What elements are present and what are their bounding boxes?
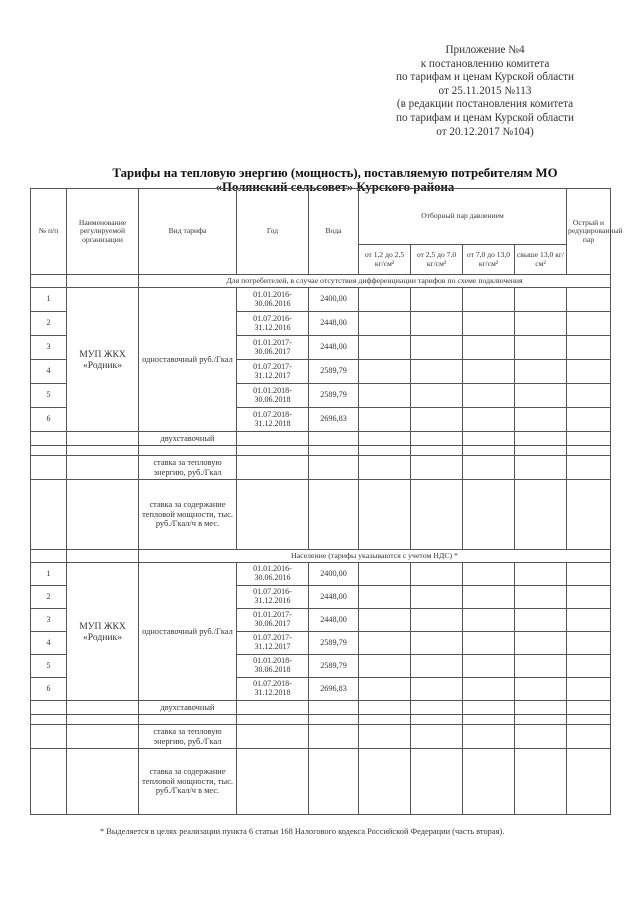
footnote: * Выделяется в целях реализации пункта 6 статьи 168 Налогового кодекса Российской Федерации (часть вторая). (100, 827, 505, 836)
water-value: 2400,00 (309, 288, 359, 312)
period: 01.01.2016-30.06.2016 (237, 288, 309, 312)
header-line: Приложение №4 (445, 44, 525, 56)
water-value: 2448,00 (309, 586, 359, 609)
row-number: 6 (31, 678, 67, 701)
tariff-table (30, 188, 623, 815)
row-number: 1 (31, 288, 67, 312)
col-header-sharp-steam: Острый и редуцированный пар (567, 189, 611, 275)
steam-subcol: от 1,2 до 2,5 кг/см² (359, 245, 411, 275)
water-value: 2696,83 (309, 678, 359, 701)
table-row (31, 715, 611, 725)
period: 01.01.2018-30.06.2018 (237, 384, 309, 408)
col-header-year: Год (237, 189, 309, 275)
header-line: (в редакции постановления комитета (396, 98, 574, 111)
section-caption-row (31, 275, 611, 288)
tariff-kind: двухставочный (139, 432, 237, 446)
water-value: 2400,00 (309, 563, 359, 586)
row-number: 4 (31, 360, 67, 384)
period: 01.07.2017-31.12.2017 (237, 360, 309, 384)
table-row (31, 456, 611, 480)
steam-subcol: от 7,0 до 13,0 кг/см² (463, 245, 515, 275)
water-value: 2696,83 (309, 408, 359, 432)
energy-rate-label: ставка за тепловую энергию, руб./Гкал (139, 456, 237, 480)
period: 01.07.2017-31.12.2017 (237, 632, 309, 655)
table-row (31, 749, 611, 815)
table-row (31, 432, 611, 446)
header-line: от 25.11.2015 №113 (438, 84, 532, 97)
org-name: МУП ЖКХ «Родник» (67, 288, 139, 432)
row-number: 3 (31, 609, 67, 632)
header-line: по тарифам и ценам Курской области (395, 111, 575, 124)
col-header-steam: Отборный пар давлением (359, 189, 567, 245)
tariff-kind: одноставочный руб./Гкал (139, 288, 237, 432)
section-caption-row (31, 550, 611, 563)
energy-rate-label: ставка за тепловую энергию, руб./Гкал (139, 725, 237, 749)
col-header-num: № п/п (31, 189, 67, 275)
period: 01.07.2018-31.12.2018 (237, 408, 309, 432)
water-value: 2589,79 (309, 632, 359, 655)
water-value: 2448,00 (309, 312, 359, 336)
period: 01.01.2016-30.06.2016 (237, 563, 309, 586)
title-line: «Полянский сельсовет» Курского района (215, 180, 455, 194)
col-header-org: Наименование регулируемой организации (67, 189, 139, 275)
row-number: 5 (31, 655, 67, 678)
row-number: 1 (31, 563, 67, 586)
row-number: 2 (31, 312, 67, 336)
steam-subcol: свыше 13,0 кг/см² (515, 245, 567, 275)
tariff-kind: двухставочный (139, 701, 237, 715)
water-value: 2589,79 (309, 655, 359, 678)
header-line: по тарифам и ценам Курской области (395, 71, 575, 84)
water-value: 2448,00 (309, 609, 359, 632)
table-row (31, 725, 611, 749)
period: 01.01.2017-30.06.2017 (237, 336, 309, 360)
title-line: Тарифы на тепловую энергию (мощность), поставляемую потребителям МО (112, 166, 558, 180)
period: 01.07.2016-31.12.2016 (237, 586, 309, 609)
section-caption: Для потребителей, в случае отсутствия дифференциации тарифов по схеме подключения (139, 275, 611, 288)
row-number: 5 (31, 384, 67, 408)
section-caption: Население (тарифы указываются с учетом НДС) * (139, 550, 611, 563)
document-header (360, 44, 610, 139)
header-line: к постановлению комитета (420, 57, 550, 70)
row-number: 6 (31, 408, 67, 432)
water-value: 2589,79 (309, 384, 359, 408)
org-name: МУП ЖКХ «Родник» (67, 563, 139, 701)
table-row (31, 288, 611, 312)
period: 01.07.2016-31.12.2016 (237, 312, 309, 336)
row-number: 4 (31, 632, 67, 655)
water-value: 2448,00 (309, 336, 359, 360)
capacity-rate-label: ставка за содержание тепловой мощности, тыс. руб./Гкал/ч в мес. (139, 749, 237, 815)
table-row (31, 480, 611, 550)
col-header-water: Вода (309, 189, 359, 275)
period: 01.01.2017-30.06.2017 (237, 609, 309, 632)
header-line: от 20.12.2017 №104) (436, 125, 534, 138)
period: 01.01.2018-30.06.2018 (237, 655, 309, 678)
table-row (31, 701, 611, 715)
steam-subcol: от 2,5 до 7,0 кг/см² (411, 245, 463, 275)
water-value: 2589,79 (309, 360, 359, 384)
col-header-kind: Вид тарифа (139, 189, 237, 275)
period: 01.07.2018-31.12.2018 (237, 678, 309, 701)
table-row (31, 446, 611, 456)
tariff-kind: одноставочный руб./Гкал (139, 563, 237, 701)
row-number: 2 (31, 586, 67, 609)
capacity-rate-label: ставка за содержание тепловой мощности, тыс. руб./Гкал/ч в мес. (139, 480, 237, 550)
table-row (31, 563, 611, 586)
table-header-row (31, 189, 611, 245)
row-number: 3 (31, 336, 67, 360)
